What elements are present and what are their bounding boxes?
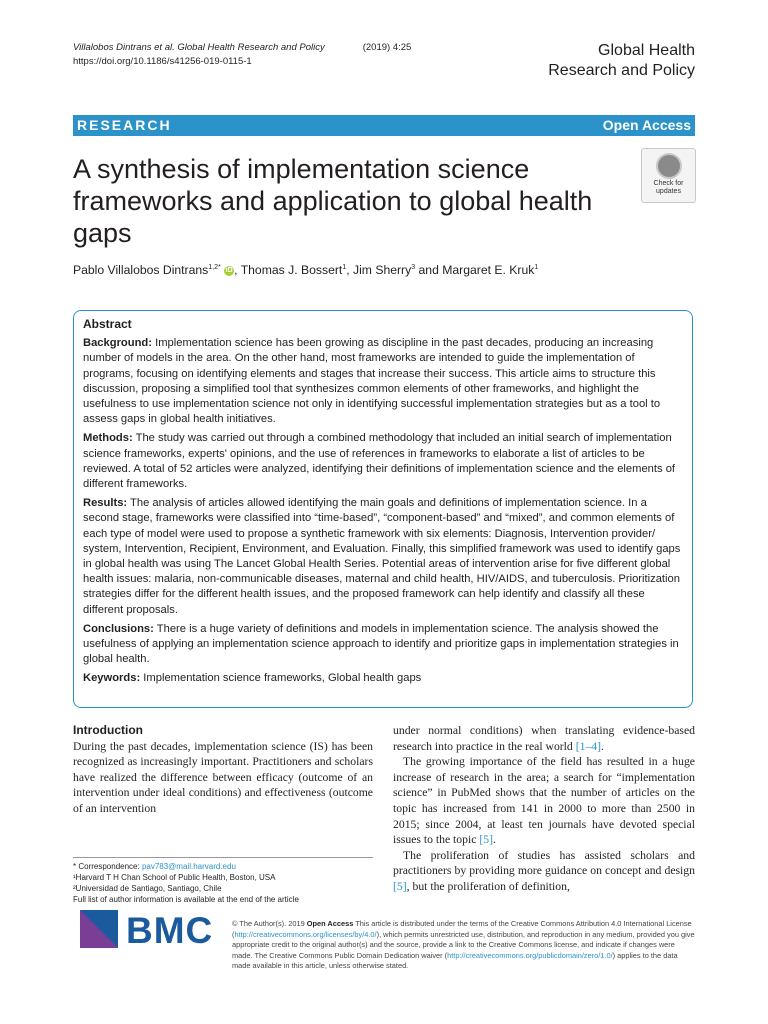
author-info-note: Full list of author information is available at the end of the article bbox=[73, 895, 299, 904]
check-updates-icon bbox=[656, 153, 682, 179]
orcid-icon[interactable]: iD bbox=[225, 266, 233, 274]
check-updates-line2: updates bbox=[656, 188, 681, 195]
body-paragraph: During the past decades, implementation science (IS) has been recognized as increasingly important. Practitioners and scholars have realized the difference between efficacy (outcome of an intervention under ideal conditions) and effectiveness (outcome of an intervention bbox=[73, 739, 373, 815]
abstract-box bbox=[73, 310, 693, 708]
bmc-logo-text: BMC bbox=[126, 910, 214, 951]
abstract-background bbox=[83, 336, 684, 427]
bmc-logo bbox=[80, 910, 215, 955]
license-text: ) applies to the data made available in this article, unless otherwise stated. bbox=[232, 950, 678, 970]
citation: Villalobos Dintrans et al. Global Health Research and Policy bbox=[73, 42, 325, 53]
section-label: Background: bbox=[83, 337, 152, 350]
article-title: A synthesis of implementation science frameworks and application to global health gaps bbox=[73, 154, 593, 248]
author-name[interactable]: , Thomas J. Bossert bbox=[234, 263, 343, 277]
license-text: © The Author(s). 2019 bbox=[232, 919, 307, 928]
correspondence-label: * Correspondence: bbox=[73, 862, 142, 871]
abstract-heading: Abstract bbox=[83, 317, 132, 331]
author-affiliation-mark: 3 bbox=[411, 263, 416, 271]
bmc-logo-icon bbox=[80, 910, 118, 948]
section-label: Keywords: bbox=[83, 672, 141, 685]
correspondence bbox=[73, 861, 373, 872]
license-text: ), which permits unrestricted use, distribution, and reproduction in any medium, provided you give appropriate credit to the original author(s) and the source, provide a link to the Creative Commons license, and indicate if changes were made. The Creative Commons Public Domain Dedication waiver ( bbox=[232, 929, 695, 960]
journal-name-line2: Research and Policy bbox=[548, 62, 695, 79]
affiliation: ²Universidad de Santiago, Santiago, Chile bbox=[73, 884, 222, 893]
article-type-banner bbox=[73, 115, 695, 136]
abstract-methods bbox=[83, 431, 684, 492]
section-text: There is a huge variety of definitions and models in implementation science. The analysis showed the usefulness of applying an implementation science approach to identify and prioritize gaps in implementation strategies in global health. bbox=[83, 622, 679, 666]
author-list bbox=[73, 263, 538, 277]
license-statement bbox=[232, 919, 695, 972]
section-text: Implementation science has been growing as discipline in the past decades, producing an increasing number of models in the area. On the other hand, most frameworks are intended to guide the implementation of programs, focusing on identifying elements and stages that increase their success. This article aims to structure this discussion, proposing a simplified tool that synthesizes common elements of other frameworks, and highlight the usefulness to use implementation science not only in identifying successful implementation strategies but as a tool to assess gaps in global health initiatives. bbox=[83, 337, 661, 426]
section-label: Methods: bbox=[83, 432, 133, 445]
license-link[interactable]: http://creativecommons.org/licenses/by/4.0/ bbox=[234, 929, 377, 939]
body-column-left bbox=[73, 723, 373, 817]
journal-name-line1: Global Health bbox=[598, 42, 695, 59]
abstract-keywords bbox=[83, 671, 684, 686]
body-column-right bbox=[393, 723, 695, 895]
open-access-label: Open Access bbox=[602, 117, 691, 133]
paragraph-text: , but the proliferation of definition, bbox=[406, 879, 570, 893]
author-name[interactable]: Pablo Villalobos Dintrans bbox=[73, 263, 209, 277]
abstract-results bbox=[83, 496, 684, 618]
email-link[interactable]: pav783@mail.harvard.edu bbox=[141, 862, 236, 871]
author-name[interactable]: and Margaret E. Kruk bbox=[415, 263, 535, 277]
running-header bbox=[73, 41, 411, 69]
body-paragraph bbox=[393, 723, 695, 754]
journal-name bbox=[548, 41, 695, 81]
check-for-updates-button[interactable] bbox=[641, 148, 696, 203]
affiliation: ¹Harvard T H Chan School of Public Health, Boston, USA bbox=[73, 873, 276, 882]
author-affiliation-mark: 1 bbox=[534, 263, 539, 271]
section-text: Implementation science frameworks, Global health gaps bbox=[140, 672, 422, 685]
license-text: This article is distributed under the terms of the Creative Commons Attribution 4.0 International License ( bbox=[232, 919, 692, 939]
article-type-label: RESEARCH bbox=[77, 117, 172, 133]
abstract-conclusions bbox=[83, 622, 684, 668]
reference-link[interactable]: [1–4] bbox=[575, 739, 602, 753]
section-text: The analysis of articles allowed identifying the main goals and definitions of implementation science. In a second stage, frameworks were classified into “time-based”, “component-based” and “mixed”, and common elements of each type of model were used to propose a synthetic framework with six elements: Diagnosis, Intervention provider/ system, Intervention, Recipient, Environment, and Evaluation. Finally, this simplified framework was used to identify gaps in global health was using The Lancet Global Health Series. Potential areas of intervention arise for five different global health issues: malaria, non-communicable diseases, maternal and child health, HIV/AIDS, and tuberculosis. Prioritization strategies differ for the different health issues, and the proposed framework can help identify and classify all these different proposals. bbox=[83, 497, 681, 616]
public-domain-link[interactable]: http://creativecommons.org/publicdomain/zero/1.0/ bbox=[447, 950, 613, 960]
author-affiliation-mark: 1 bbox=[342, 263, 347, 271]
reference-link[interactable]: [5] bbox=[479, 833, 493, 847]
year-volume: (2019) 4:25 bbox=[362, 42, 412, 53]
open-access-term: Open Access bbox=[306, 919, 354, 928]
footnotes bbox=[73, 857, 373, 905]
paragraph-text: The proliferation of studies has assisted scholars and practitioners by providing more guidance on concept and design bbox=[393, 848, 695, 878]
author-name[interactable]: , Jim Sherry bbox=[346, 263, 412, 277]
paragraph-text: under normal conditions) when translating evidence-based research into practice in the real world bbox=[393, 724, 695, 753]
check-updates-line1: Check for bbox=[653, 180, 684, 187]
paragraph-text: . bbox=[493, 833, 496, 847]
section-label: Results: bbox=[83, 497, 128, 510]
introduction-heading: Introduction bbox=[73, 723, 143, 737]
paragraph-text: The growing importance of the field has resulted in a huge increase of research in the area; a search for “implementation science” in PubMed shows that the number of articles on the topic has increased from 141 in 2000 to more than 2500 in 2015; since 2004, at least ten journals have devoted special issues to the topic bbox=[393, 755, 695, 847]
section-text: The study was carried out through a combined methodology that included an initial search of implementation science frameworks, experts' opinions, and the use of references in frameworks to elaborate a list of articles to be reviewed. A total of 52 articles were analyzed, identifying their definitions of implementation science and the elements of different frameworks. bbox=[83, 432, 676, 491]
body-paragraph bbox=[393, 848, 695, 895]
reference-link[interactable]: [5] bbox=[393, 879, 407, 893]
section-label: Conclusions: bbox=[83, 622, 154, 635]
author-affiliation-mark: 1,2* bbox=[208, 263, 221, 271]
paragraph-text: . bbox=[601, 739, 604, 753]
doi-link[interactable]: https://doi.org/10.1186/s41256-019-0115-1 bbox=[73, 56, 252, 67]
body-paragraph bbox=[393, 754, 695, 848]
